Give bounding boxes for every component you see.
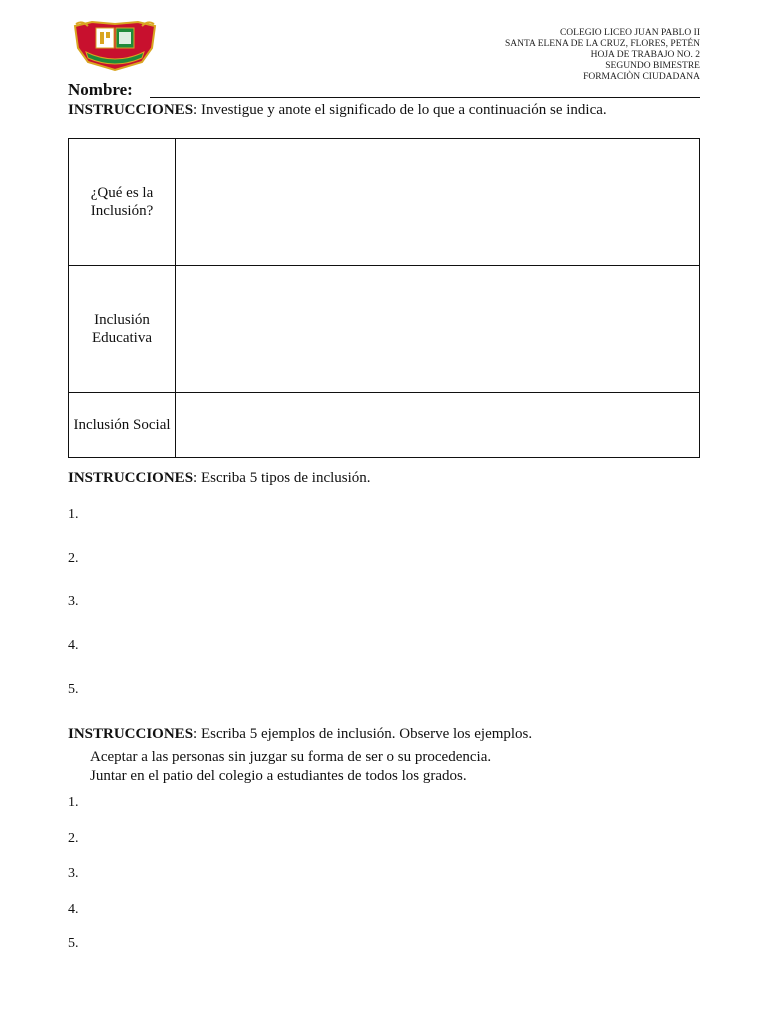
list-item[interactable]: 5. — [68, 936, 79, 951]
list-item[interactable]: 3. — [68, 594, 79, 609]
instructions-3-heading: INSTRUCCIONES — [68, 726, 194, 742]
table-row — [69, 139, 700, 266]
instructions-1 — [68, 100, 701, 120]
row-label-inclusion-social: Inclusión Social — [69, 392, 176, 457]
list-item[interactable]: 4. — [68, 638, 79, 653]
instructions-3-text: : Escriba 5 ejemplos de inclusión. Observe los ejemplos. — [193, 726, 533, 742]
list-item[interactable]: 2. — [68, 551, 79, 566]
school-crest-logo — [72, 18, 158, 74]
table-row — [69, 392, 700, 457]
example-1: Aceptar a las personas sin juzgar su forma de ser o su procedencia. — [90, 749, 492, 765]
example-2: Juntar en el patio del colegio a estudiantes de todos los grados. — [90, 768, 467, 784]
instructions-1-text: : Investigue y anote el significado de lo que a continuación se indica. — [193, 102, 607, 118]
instructions-2-text: : Escriba 5 tipos de inclusión. — [193, 470, 371, 486]
worksheet-number: HOJA DE TRABAJO NO. 2 — [590, 50, 700, 60]
school-name: COLEGIO LICEO JUAN PABLO II — [559, 28, 700, 38]
list-item[interactable]: 2. — [68, 831, 79, 846]
term: SEGUNDO BIMESTRE — [605, 61, 700, 71]
instructions-3 — [68, 724, 701, 744]
list-item[interactable]: 4. — [68, 902, 79, 917]
name-label: Nombre: — [68, 80, 133, 99]
name-field[interactable] — [68, 80, 700, 102]
answer-cell-inclusion[interactable] — [176, 139, 700, 266]
answer-cell-inclusion-social[interactable] — [176, 392, 700, 457]
list-item[interactable]: 1. — [68, 795, 79, 810]
table-row — [69, 265, 700, 392]
name-line[interactable] — [150, 97, 700, 98]
definitions-table — [68, 138, 700, 458]
subject: FORMACIÒN CIUDADANA — [583, 72, 700, 82]
list-item[interactable]: 5. — [68, 682, 79, 697]
row-label-inclusion-educativa: Inclusión Educativa — [69, 265, 176, 392]
row-label-inclusion: ¿Qué es la Inclusión? — [69, 139, 176, 266]
list-item[interactable]: 3. — [68, 866, 79, 881]
list-item[interactable]: 1. — [68, 507, 79, 522]
instructions-2-heading: INSTRUCCIONES — [68, 470, 194, 486]
school-location: SANTA ELENA DE LA CRUZ, FLORES, PETÉN — [504, 39, 700, 49]
instructions-1-heading: INSTRUCCIONES — [68, 102, 194, 118]
instructions-2 — [68, 468, 701, 488]
answer-cell-inclusion-educativa[interactable] — [176, 265, 700, 392]
